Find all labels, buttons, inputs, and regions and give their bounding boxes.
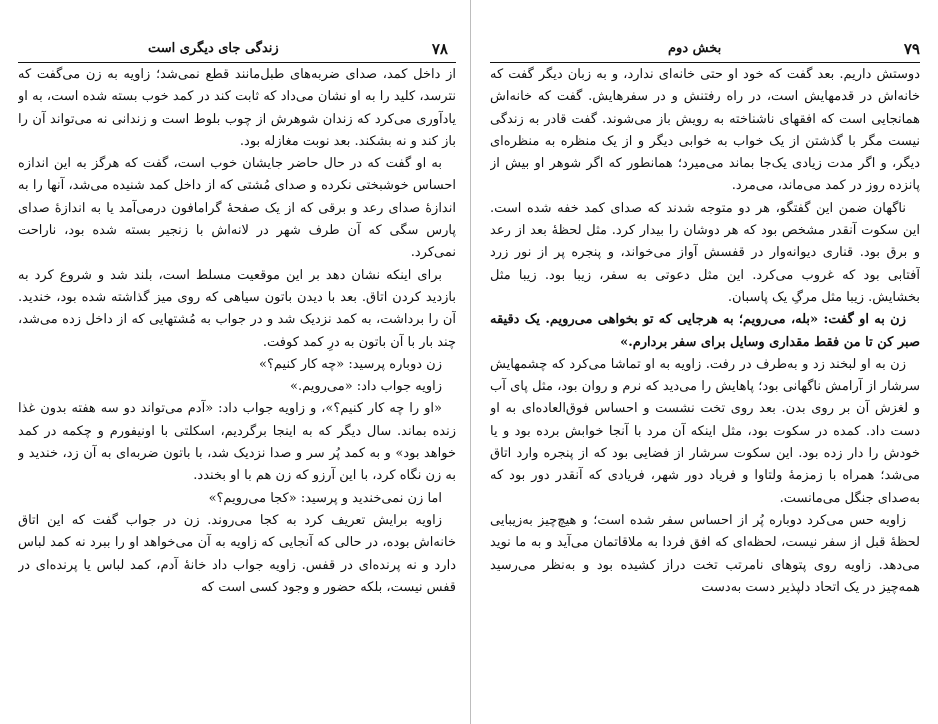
paragraph: زن دوباره پرسید: «چه کار کنیم؟»: [259, 356, 442, 372]
paragraph: برای اینکه نشان دهد بر این موقعیت مسلط است، بلند شد و شروع کرد به بازدید کردن اتاق. بعد با دیدن باتون سیاهی که روی میز گذاشته شده بود، خندید. آن را برداشت، به کمد نزدیک شد و در جواب به مُشتهایی که از داخل زده می‌شد، چند بار با آن باتون به درِ کمد کوفت.: [18, 267, 456, 350]
paragraph: زاویه حس می‌کرد دوباره پُر از احساس سفر شده است؛ و هیچ‌چیز به‌زیبایی لحظهٔ قبل از سفر نیست، لحظه‌ای که افق فردا به ملاقاتمان می‌آید و به ما نوید می‌دهد. زاویه روی پتوهای نامرتب تخت دراز کشیده بود و به‌نظر می‌رسید همه‌چیز در یک اتحاد دلپذیر دست به‌دست: [490, 512, 920, 595]
right-page-number: ۷۹: [903, 40, 920, 58]
paragraph: زاویه جواب داد: «می‌رویم.»: [290, 379, 442, 395]
paragraph: دوستش داریم. بعد گفت که خود او حتی خانه‌ای ندارد، و به زبان دیگر گفت که خانه‌اش در قدمهایش است، در راه رفتنش و در سفرهایش. گفت که خانه‌اش همانجایی است که افقهای ناشناخته به رویش باز می‌شوند. گفت قادر به زندگی نیست مگر با گذشتن از یک خواب به خوابی دیگر و از یک منظره به منظره‌ای دیگر، و اگر مدت زیادی یک‌جا بماند می‌میرد؛ همانطور که اگر شوهر او بیش از پانزده روز در کمد می‌ماند، می‌مرد.: [490, 67, 920, 194]
paragraph: به او گفت که در حال حاضر جایشان خوب است، گفت که هرگز به این اندازه احساس خوشبختی نکرده و صدای مُشتی که از داخل کمد شنیده می‌شد، آنها را به اندازهٔ صدای رعد و برقی که از یک صفحهٔ گرامافون درمی‌آمد یا به اندازهٔ صدای پارس سگی که آن طرف شهر در لانه‌اش با زنجیر بسته شده بود، ناراحت نمی‌کرد.: [18, 156, 456, 261]
paragraph: زاویه برایش تعریف کرد به کجا می‌روند. زن در جواب گفت که این اتاق خانه‌اش بوده، در حالی که آنجایی که زاویه به آن می‌خواهد او را ببرد نه کمد لباس دارد و نه پرنده‌ای در قفس. زاویه جواب داد خانهٔ آدم، کمد لباس یا پرنده‌ای در قفس نیست، بلکه حضور و وجود کسی است که: [18, 512, 456, 595]
left-page-number: ۷۸: [431, 40, 448, 58]
left-running-head: [18, 38, 456, 63]
right-running-title: بخش دوم: [668, 41, 722, 56]
paragraph: زن به او لبخند زد و به‌طرف در رفت. زاویه به او تماشا می‌کرد که چشمهایش سرشار از آرامش ناگهانی بود؛ پاهایش را می‌دید که نرم و روان بود، مثل پای آب و لغزش آن بر روی بدن. بعد روی تخت نشست و احساس فوق‌العاده‌ای به او دست داد. کمده در سکوت بود، مثل اینکه آن مرد با آنجا خوابش برده بود و یا خودش را دار زده بود. این سکوت سرشار از فضایی بود که از پنجره وارد اتاق می‌شد؛ همراه با زمزمهٔ ولتاوا و فریاد دور شهر، فریادی که آنقدر دور بود که به‌صدای جنگل می‌مانست.: [490, 356, 920, 506]
right-page: [490, 0, 920, 724]
left-page: [18, 0, 456, 724]
left-running-title: زندگی جای دیگری است: [148, 41, 279, 56]
right-body-text: [490, 64, 920, 724]
right-running-head: [490, 38, 920, 63]
paragraph: اما زن نمی‌خندید و پرسید: «کجا می‌رویم؟»: [208, 490, 442, 506]
page-gutter: [470, 0, 471, 724]
paragraph: از داخل کمد، صدای ضربه‌های طبل‌مانند قطع نمی‌شد؛ زاویه به زن می‌گفت که نترسد، کلید را به او نشان می‌داد که ثابت کند در کمد خوب بسته شده است، به او یادآوری می‌کرد که زندان شوهرش از چوب بلوط است و زندانی نه می‌تواند آن را باز کند و نه بشکند. بعد نوبت مغازله بود.: [18, 67, 456, 149]
paragraph: ناگهان ضمن این گفتگو، هر دو متوجه شدند که صدای کمد خفه شده است. این سکوت آنقدر مشخص بود که هر دوشان را بیدار کرد. مثل لحظهٔ بعد از رعد و برق بود. قناری دیوانه‌وار در قفسش آواز می‌خواند، و پنجره پر از نور زرد آفتابی بود که غروب می‌کرد. این مثل دعوتی به سفر، زیبا بود. زیبا مثل بخشایش. زیبا مثل مرگِ یک پاسبان.: [490, 200, 920, 305]
paragraph-bold: زن به او گفت: «بله، می‌رویم؛ به هرجایی که تو بخواهی می‌رویم. یک دقیقه صبر کن تا من فقط مقداری وسایل برای سفر بردارم.»: [490, 312, 920, 350]
left-body-text: [18, 64, 456, 724]
paragraph: «او را چه کار کنیم؟»، و زاویه جواب داد: «آدم می‌تواند دو سه هفته بدون غذا زنده بماند. سال دیگر که به اینجا برگردیم، اسکلتی با اونیفورم و چکمه در کمد خواهد بود» و به کمد پُر سر و صدا نزدیک شد، با باتون ضربه‌ای به آن زد، خندید و به زن نگاه کرد، با این آرزو که زن هم با او بخندد.: [18, 401, 456, 484]
